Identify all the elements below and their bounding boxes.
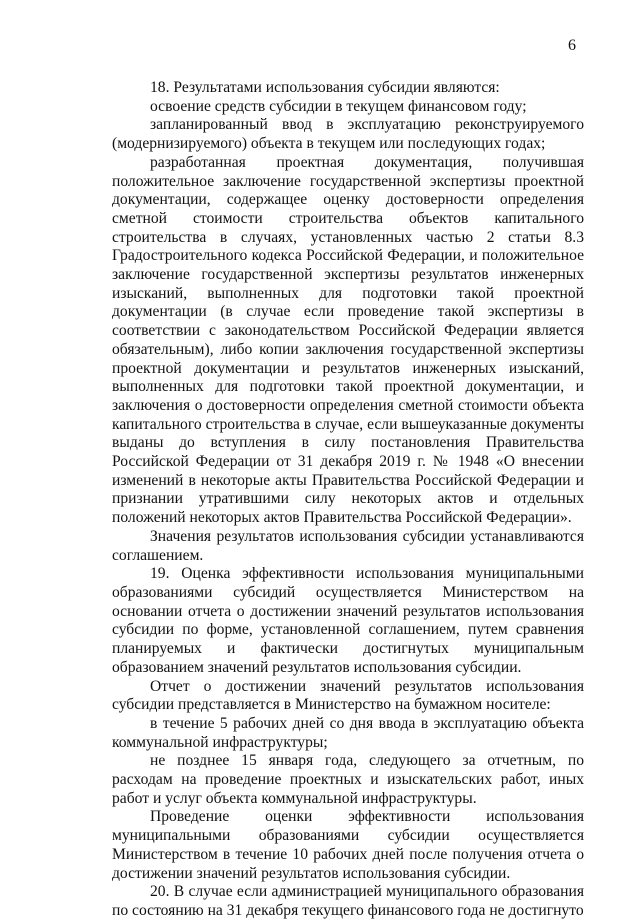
paragraph-result-values: Значения результатов использования субсидии устанавливаются соглашением. (112, 527, 584, 564)
paragraph-result-commissioning: запланированный ввод в эксплуатацию реконструируемого (модернизируемого) объекта в текущем или последующих годах; (112, 116, 584, 153)
paragraph-18-heading: 18. Результатами использования субсидии являются: (150, 79, 500, 96)
paragraph-result-project-docs: разработанная проектная документация, получившая положительное заключение государственной экспертизы проектной документации, содержащее оценку достоверности определения сметной стоимости строительства объектов капитального строительства в случаях, установленных частью 2 статьи 8.3 Градостроительного кодекса Российской Федерации, и положительное заключение государственной экспертизы результатов инженерных изысканий, выполненных для подготовки такой проектной документации (в случае если проведение такой экспертизы в соответствии с законодательством Российской Федерации является обязательным), либо копии заключения государственной экспертизы проектной документации и результатов инженерных изысканий, выполненных для подготовки такой проектной документации, и заключения о достоверности определения сметной стоимости объекта капитального строительства в случае, если вышеуказанные документы выданы до вступления в силу постановления Правительства Российской Федерации от 31 декабря 2019 г. № 1948 «О внесении изменений в некоторые акты Правительства Российской Федерации и признании утратившими силу некоторых актов и отдельных положений некоторых актов Правительства Российской Федерации». (112, 153, 584, 527)
paragraph-20-start: 20. В случае если администрацией муниципального образования по состоянию на 31 декабря текущего финансового года не достигнуто (112, 883, 584, 919)
paragraph-result-funds: освоение средств субсидии в текущем финансовом году; (150, 97, 527, 115)
paragraph-19-efficiency: 19. Оценка эффективности использования муниципальными образованиями субсидий осуществляется Министерством на основании отчета о достижении значений результатов использования субсидии по форме, установленной соглашением, путем сравнения планируемых и фактически достигнутых муниципальным образованием значений результатов использования субсидии. (112, 565, 584, 676)
page-number: 6 (568, 37, 576, 54)
paragraph-report-submission: Отчет о достижении значений результатов использования субсидии представляется в Министерство на бумажном носителе: (112, 677, 584, 714)
paragraph-report-5-days: в течение 5 рабочих дней со дня ввода в эксплуатацию объекта коммунальной инфраструктуры; (112, 714, 584, 751)
document-body (112, 79, 584, 921)
paragraph-report-january-15: не позднее 15 января года, следующего за отчетным, по расходам на проведение проектных и изыскательских работ, иных работ и услуг объекта коммунальной инфраструктуры. (112, 752, 584, 807)
paragraph-evaluation: Проведение оценки эффективности использования муниципальными образованиями субсидии осуществляется Министерством в течение 10 рабочих дней после получения отчета о достижении значений результатов использования субсидии. (112, 808, 584, 882)
